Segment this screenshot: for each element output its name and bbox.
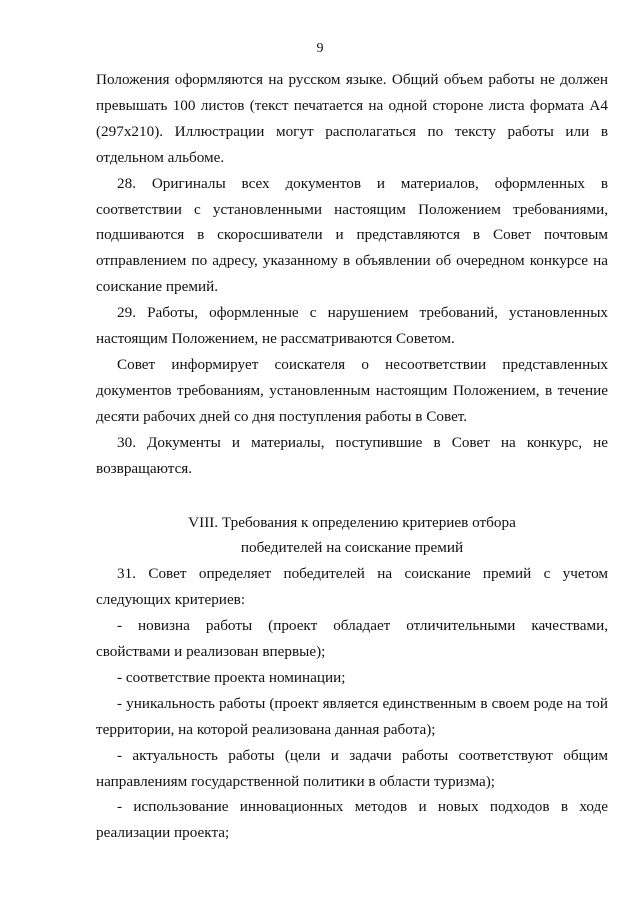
document-body (96, 67, 608, 846)
paragraph-continuation: Положения оформляются на русском языке. Общий объем работы не должен превышать 100 листов (текст печатается на одной стороне листа формата А4 (297х210). Иллюстрации могут располагаться по тексту работы или в отдельном альбоме. (96, 71, 608, 166)
section-heading-line-2: победителей на соискание премий (240, 539, 464, 557)
criteria-item-novelty: - новизна работы (проект обладает отличительными качествами, свойствами и реализован впервые); (96, 617, 608, 661)
paragraph-30: 30. Документы и материалы, поступившие в Совет на конкурс, не возвращаются. (96, 433, 608, 477)
criteria-item-relevance: - актуальность работы (цели и задачи работы соответствуют общим направлениям государственной политики в области туризма); (96, 746, 608, 790)
paragraph-29-notice: Совет информирует соискателя о несоответствии представленных документов требованиям, установленным настоящим Положением, в течение десяти рабочих дней со дня поступления работы в Совет. (96, 355, 608, 425)
criteria-item-uniqueness: - уникальность работы (проект является единственным в своем роде на той территории, на которой реализована данная работа); (96, 694, 608, 738)
paragraph-28: 28. Оригиналы всех документов и материалов, оформленных в соответствии с установленными настоящим Положением требованиями, подшиваются в скоросшиватели и представляются в Совет почтовым отправлением по адресу, указанному в объявлении об очередном конкурсе на соискание премий. (96, 174, 608, 296)
page-number: 9 (316, 41, 324, 56)
paragraph-31: 31. Совет определяет победителей на соискание премий с учетом следующих критериев: (96, 565, 608, 609)
paragraph-29: 29. Работы, оформленные с нарушением требований, установленных настоящим Положением, не рассматриваются Советом. (96, 304, 608, 348)
criteria-item-nomination: - соответствие проекта номинации; (117, 668, 346, 686)
section-heading (96, 510, 608, 562)
criteria-item-innovation: - использование инновационных методов и новых подходов в ходе реализации проекта; (96, 798, 608, 842)
section-heading-line-1: VIII. Требования к определению критериев отбора (188, 513, 516, 531)
